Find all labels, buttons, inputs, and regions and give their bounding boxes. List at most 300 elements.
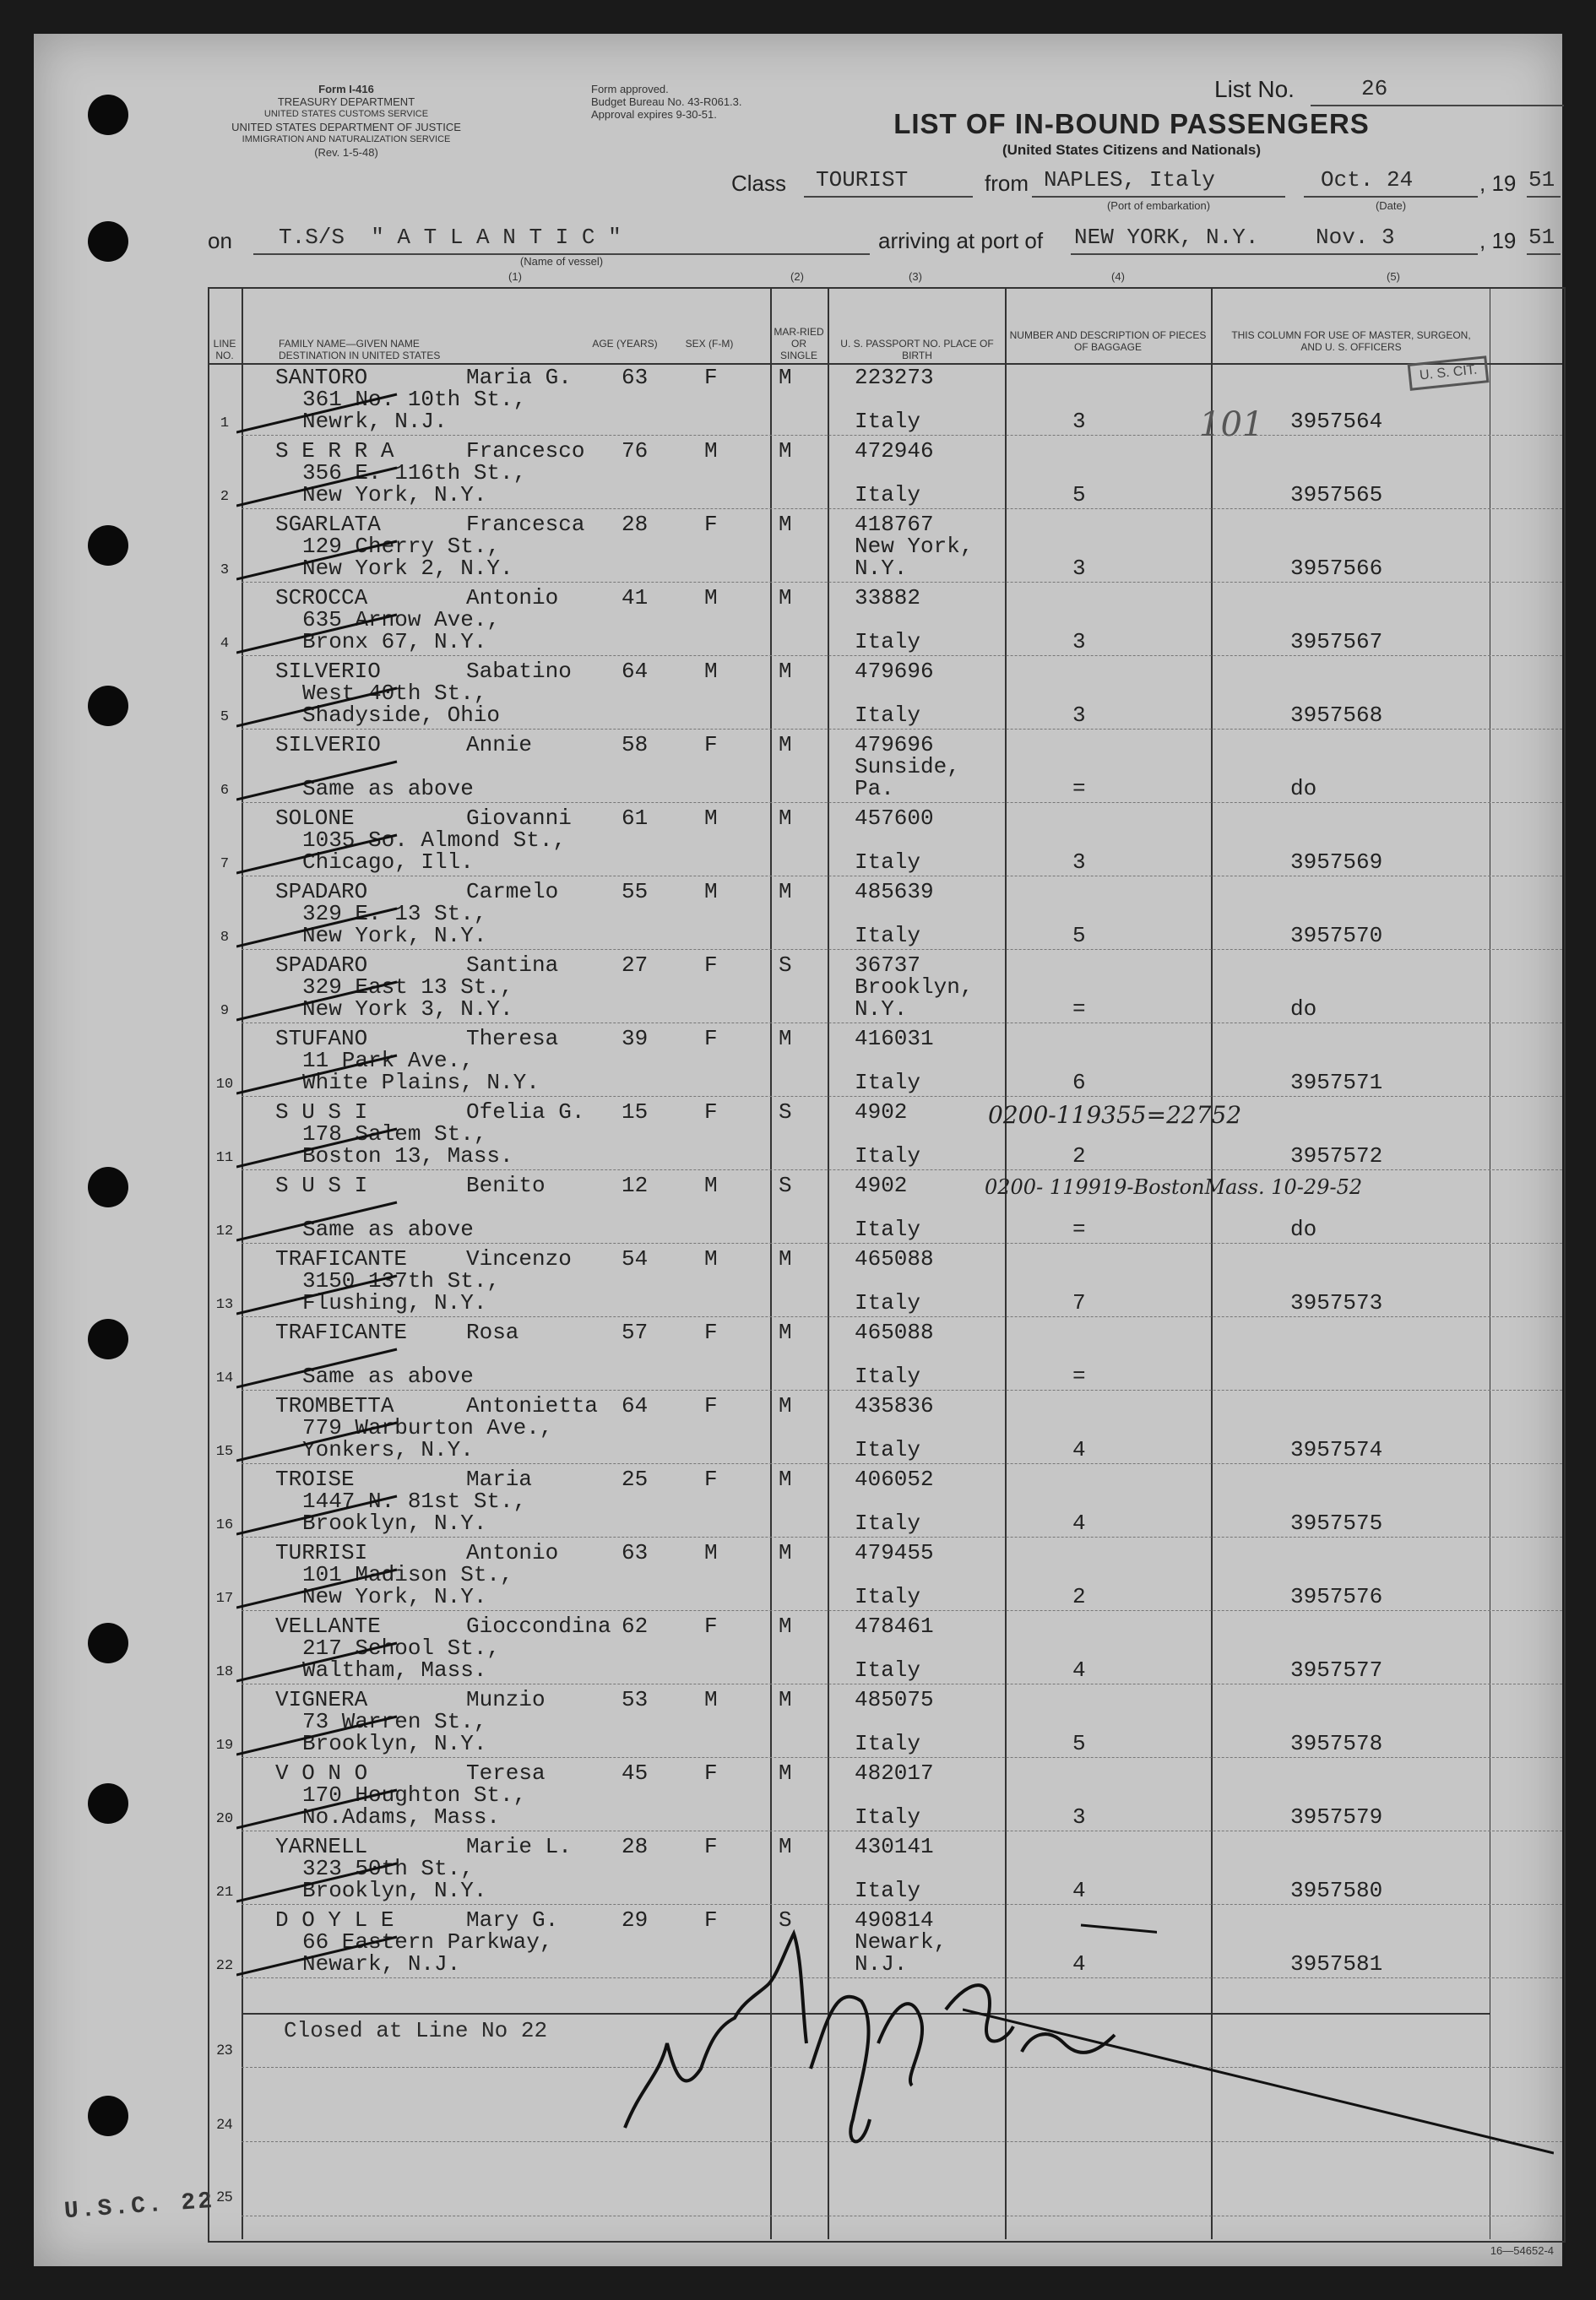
age: 55 xyxy=(622,879,649,904)
official-number: 3957569 xyxy=(1290,849,1383,875)
form-approved: Form approved. xyxy=(591,83,669,95)
baggage-count: 3 xyxy=(1072,556,1086,581)
family-name: YARNELL xyxy=(275,1834,368,1859)
place-of-birth: Italy xyxy=(855,1878,921,1903)
line-number: 4 xyxy=(220,636,230,652)
destination-city: Chicago, Ill. xyxy=(302,849,474,875)
place-of-birth: Italy xyxy=(855,1584,921,1609)
official-number: 3957568 xyxy=(1290,702,1383,728)
baggage-count: 4 xyxy=(1072,1657,1086,1683)
age: 62 xyxy=(622,1614,649,1639)
col-number-3: (3) xyxy=(909,270,922,283)
sex: M xyxy=(704,659,718,684)
page-title: LIST OF IN-BOUND PASSENGERS xyxy=(893,108,1370,139)
official-number: do xyxy=(1290,776,1317,801)
passport-number: 4902 xyxy=(855,1173,908,1198)
official-number: do xyxy=(1290,996,1317,1022)
family-name: SCROCCA xyxy=(275,585,368,610)
passenger-row xyxy=(208,1540,1559,1614)
passenger-row xyxy=(208,952,1559,1026)
line-number: 19 xyxy=(215,1738,234,1754)
passport-number: 416031 xyxy=(855,1026,934,1051)
given-name: Santina xyxy=(466,952,559,978)
check-mark xyxy=(236,1712,405,1763)
destination-street: 101 Madison St., xyxy=(302,1562,513,1587)
destination-city: Waltham, Mass. xyxy=(302,1657,487,1683)
passport-number: 485075 xyxy=(855,1687,934,1712)
marital-status: S xyxy=(779,1907,792,1933)
place-of-birth: Italy xyxy=(855,409,921,434)
age: 61 xyxy=(622,806,649,831)
given-name: Maria xyxy=(466,1467,533,1492)
passport-number: 406052 xyxy=(855,1467,934,1492)
given-name: Teresa xyxy=(466,1760,546,1786)
age: 29 xyxy=(622,1907,649,1933)
passport-number: 223273 xyxy=(855,365,934,390)
handwritten-note-row12: 0200- 119919-BostonMass. 10-29-52 xyxy=(985,1175,1363,1199)
place-of-birth: Italy xyxy=(855,1143,921,1169)
marital-status: M xyxy=(779,1834,792,1859)
given-name: Francesco xyxy=(466,438,585,464)
manifest-sheet xyxy=(34,34,1562,2266)
family-name: SPADARO xyxy=(275,952,368,978)
punch-hole xyxy=(88,95,128,135)
us-citizen-stamp: U. S. CIT. xyxy=(1408,355,1490,391)
row-divider xyxy=(242,1316,1562,1317)
destination-city: Bronx 67, N.Y. xyxy=(302,629,487,654)
marital-status: S xyxy=(779,952,792,978)
row-divider xyxy=(242,435,1562,436)
destination-city: No.Adams, Mass. xyxy=(302,1804,501,1830)
sex: F xyxy=(704,1907,718,1933)
arriving-label: arriving at port of xyxy=(878,228,1044,253)
row-divider xyxy=(242,802,1562,803)
given-name: Vincenzo xyxy=(466,1246,572,1272)
age: 64 xyxy=(622,659,649,684)
passenger-row xyxy=(208,659,1559,732)
family-name: SOLONE xyxy=(275,806,355,831)
destination-street: 779 Warburton Ave., xyxy=(302,1415,553,1440)
col-header-sex: SEX (F-M) xyxy=(685,338,734,350)
embark-caption: (Port of embarkation) xyxy=(1106,199,1211,212)
given-name: Marie L. xyxy=(466,1834,572,1859)
marital-status: S xyxy=(779,1099,792,1125)
check-mark xyxy=(236,831,405,881)
age: 27 xyxy=(622,952,649,978)
punch-hole xyxy=(88,2096,128,2136)
check-mark xyxy=(236,1272,405,1322)
marital-status: M xyxy=(779,438,792,464)
place-of-birth: Italy xyxy=(855,1657,921,1683)
marital-status: M xyxy=(779,1540,792,1565)
line-number: 15 xyxy=(215,1444,234,1460)
col-header-age: AGE (YEARS) xyxy=(592,338,658,350)
page-subtitle: (United States Citizens and Nationals) xyxy=(1002,142,1262,158)
family-name: V O N O xyxy=(275,1760,368,1786)
given-name: Sabatino xyxy=(466,659,572,684)
list-label: List No. xyxy=(1214,76,1295,102)
col-number-1: (1) xyxy=(508,270,522,283)
vessel-value: T.S/S " A T L A N T I C " xyxy=(279,225,622,250)
official-number: 3957577 xyxy=(1290,1657,1383,1683)
year-prefix: , 19 xyxy=(1479,171,1517,196)
place-of-birth: Italy xyxy=(855,1290,921,1315)
col-header-name-text: FAMILY NAME—GIVEN NAME xyxy=(279,338,420,350)
punch-hole xyxy=(88,1319,128,1359)
row-divider xyxy=(242,508,1562,509)
line-number: 17 xyxy=(215,1591,234,1607)
given-name: Theresa xyxy=(466,1026,559,1051)
marital-status: M xyxy=(779,732,792,757)
destination-city: Newark, N.J. xyxy=(302,1951,461,1977)
row-divider xyxy=(242,655,1562,656)
check-mark xyxy=(236,610,405,661)
given-name: Antonio xyxy=(466,1540,559,1565)
marital-status: M xyxy=(779,512,792,537)
from-value: NAPLES, Italy xyxy=(1044,167,1215,193)
line-number: 22 xyxy=(215,1958,234,1974)
sex: M xyxy=(704,438,718,464)
official-number: 3957574 xyxy=(1290,1437,1383,1462)
marital-status: M xyxy=(779,1393,792,1419)
sex: M xyxy=(704,806,718,831)
from-field xyxy=(1032,167,1285,198)
check-mark xyxy=(236,390,405,441)
age: 64 xyxy=(622,1393,649,1419)
row-divider xyxy=(242,1169,1562,1170)
age: 28 xyxy=(622,1834,649,1859)
ins-service: IMMIGRATION AND NATURALIZATION SERVICE xyxy=(242,134,451,144)
given-name: Carmelo xyxy=(466,879,559,904)
row-divider xyxy=(242,1537,1562,1538)
passport-number: 479696 xyxy=(855,659,934,684)
line-number: 11 xyxy=(215,1150,234,1166)
class-value: TOURIST xyxy=(816,167,909,193)
official-number: 3957573 xyxy=(1290,1290,1383,1315)
line-number: 23 xyxy=(216,2042,233,2058)
destination-city: Yonkers, N.Y. xyxy=(302,1437,474,1462)
check-mark xyxy=(236,1051,405,1102)
department-header xyxy=(194,83,498,159)
place-of-birth-line1: Brooklyn, xyxy=(855,974,974,1000)
official-number: 3957567 xyxy=(1290,629,1383,654)
destination-street: 178 Salem St., xyxy=(302,1121,487,1147)
given-name: Ofelia G. xyxy=(466,1099,585,1125)
line-number: 5 xyxy=(220,709,230,725)
place-of-birth: Italy xyxy=(855,482,921,507)
line-number: 25 xyxy=(216,2189,233,2205)
place-of-birth: N.Y. xyxy=(855,556,908,581)
destination-street: 129 Cherry St., xyxy=(302,534,501,559)
marital-status: M xyxy=(779,1246,792,1272)
destination-city: New York, N.Y. xyxy=(302,1584,487,1609)
family-name: TROISE xyxy=(275,1467,355,1492)
budget-bureau: Budget Bureau No. 43-R061.3. xyxy=(591,95,742,108)
closing-slash xyxy=(963,2001,1554,2170)
destination-city: Newrk, N.J. xyxy=(302,409,448,434)
treasury-dept: TREASURY DEPARTMENT xyxy=(277,95,415,108)
destination-street: 66 Eastern Parkway, xyxy=(302,1929,553,1955)
sex: M xyxy=(704,879,718,904)
official-number: 3957579 xyxy=(1290,1804,1383,1830)
passport-number: 472946 xyxy=(855,438,934,464)
justice-dept: UNITED STATES DEPARTMENT OF JUSTICE xyxy=(231,121,461,133)
destination-city: New York, N.Y. xyxy=(302,482,487,507)
customs-service: UNITED STATES CUSTOMS SERVICE xyxy=(263,109,429,119)
destination-street: 323 50th St., xyxy=(302,1856,474,1881)
check-mark xyxy=(236,1492,405,1543)
baggage-count: = xyxy=(1072,1364,1086,1389)
punch-hole xyxy=(88,1783,128,1824)
baggage-count: 5 xyxy=(1072,923,1086,948)
place-of-birth: N.J. xyxy=(855,1951,908,1977)
age: 63 xyxy=(622,1540,649,1565)
line-number: 13 xyxy=(215,1297,234,1313)
passenger-row xyxy=(208,365,1559,438)
year-field-2 xyxy=(1527,223,1561,255)
marital-status: M xyxy=(779,1467,792,1492)
baggage-count: = xyxy=(1072,776,1086,801)
date-field xyxy=(1304,167,1478,198)
line-number: 6 xyxy=(220,783,230,799)
destination-city: Same as above xyxy=(302,1217,474,1242)
passport-number: 435836 xyxy=(855,1393,934,1419)
handwritten-mark: 101 xyxy=(1199,405,1264,444)
destination-street: West 40th St., xyxy=(302,681,487,706)
check-mark xyxy=(236,1859,405,1910)
family-name: SANTORO xyxy=(275,365,368,390)
marital-status: M xyxy=(779,659,792,684)
approval-block xyxy=(591,83,811,121)
line-number: 10 xyxy=(215,1077,234,1093)
age: 76 xyxy=(622,438,649,464)
sex: F xyxy=(704,1320,718,1345)
punch-hole xyxy=(88,525,128,566)
check-mark xyxy=(236,978,405,1028)
year-field xyxy=(1527,167,1561,198)
passenger-row xyxy=(208,1760,1559,1834)
age: 28 xyxy=(622,512,649,537)
baggage-count: 3 xyxy=(1072,629,1086,654)
passport-number: 418767 xyxy=(855,512,934,537)
year-value: 51 xyxy=(1528,167,1555,193)
passport-number: 33882 xyxy=(855,585,921,610)
place-of-birth-line1: New York, xyxy=(855,534,974,559)
baggage-count: 2 xyxy=(1072,1584,1086,1609)
sex: M xyxy=(704,585,718,610)
sex: F xyxy=(704,512,718,537)
destination-street: 73 Warren St., xyxy=(302,1709,487,1734)
row-divider xyxy=(242,1390,1562,1391)
line-number: 8 xyxy=(220,930,230,946)
family-name: TRAFICANTE xyxy=(275,1246,408,1272)
baggage-count: 4 xyxy=(1072,1437,1086,1462)
destination-city: Brooklyn, N.Y. xyxy=(302,1511,487,1536)
form-number: Form I-416 xyxy=(318,83,374,95)
passenger-row xyxy=(208,1099,1559,1173)
passenger-row xyxy=(208,1687,1559,1760)
line-number: 9 xyxy=(220,1003,230,1019)
destination-street: 170 Houghton St., xyxy=(302,1782,527,1808)
baggage-count: 4 xyxy=(1072,1878,1086,1903)
col-header-line: LINE NO. xyxy=(213,338,236,361)
check-mark xyxy=(236,464,405,514)
place-of-birth: N.Y. xyxy=(855,996,908,1022)
passenger-row xyxy=(208,732,1559,806)
marital-status: M xyxy=(779,806,792,831)
port-value: NEW YORK, N.Y. xyxy=(1074,225,1259,250)
passport-number: 478461 xyxy=(855,1614,934,1639)
check-mark xyxy=(236,1125,405,1175)
passenger-row xyxy=(208,1320,1559,1393)
given-name: Annie xyxy=(466,732,533,757)
sex: F xyxy=(704,732,718,757)
footer-right-code: 16—54652-4 xyxy=(1490,2244,1554,2257)
line-number: 24 xyxy=(216,2116,233,2132)
place-of-birth: Italy xyxy=(855,1731,921,1756)
row-divider xyxy=(242,1463,1562,1464)
destination-city: Shadyside, Ohio xyxy=(302,702,501,728)
family-name: STUFANO xyxy=(275,1026,368,1051)
destination-street: 356 E. 116th St., xyxy=(302,460,527,485)
official-number: 3957572 xyxy=(1290,1143,1383,1169)
punch-hole xyxy=(88,1623,128,1663)
official-number: 3957581 xyxy=(1290,1951,1383,1977)
place-of-birth-line1: Sunside, xyxy=(855,754,960,779)
handwritten-note-row11: 0200-119355=22752 xyxy=(988,1101,1242,1129)
given-name: Benito xyxy=(466,1173,546,1198)
age: 53 xyxy=(622,1687,649,1712)
marital-status: M xyxy=(779,1687,792,1712)
year-prefix-2: , 19 xyxy=(1479,228,1517,253)
passport-number: 36737 xyxy=(855,952,921,978)
family-name: TRAFICANTE xyxy=(275,1320,408,1345)
given-name: Antonio xyxy=(466,585,559,610)
destination-street: 3150 137th St., xyxy=(302,1268,501,1294)
official-number: 3957580 xyxy=(1290,1878,1383,1903)
family-name: S U S I xyxy=(275,1099,368,1125)
line-number: 7 xyxy=(220,856,230,872)
destination-city: Brooklyn, N.Y. xyxy=(302,1731,487,1756)
check-mark xyxy=(236,1419,405,1469)
date-caption: (Date) xyxy=(1375,199,1407,212)
destination-city: New York, N.Y. xyxy=(302,923,487,948)
age: 58 xyxy=(622,732,649,757)
marital-status: M xyxy=(779,1614,792,1639)
destination-city: Same as above xyxy=(302,1364,474,1389)
line-number: 21 xyxy=(215,1885,234,1901)
col-header-dest-text: DESTINATION IN UNITED STATES xyxy=(279,350,441,361)
check-mark xyxy=(236,684,405,735)
family-name: SPADARO xyxy=(275,879,368,904)
baggage-count: 4 xyxy=(1072,1511,1086,1536)
sex: M xyxy=(704,1540,718,1565)
age: 12 xyxy=(622,1173,649,1198)
given-name: Munzio xyxy=(466,1687,546,1712)
row-divider xyxy=(242,1610,1562,1611)
passport-number: 479696 xyxy=(855,732,934,757)
destination-city: Flushing, N.Y. xyxy=(302,1290,487,1315)
destination-street: 217 School St., xyxy=(302,1635,501,1661)
baggage-count: = xyxy=(1072,996,1086,1022)
row-divider xyxy=(242,582,1562,583)
official-number: 3957564 xyxy=(1290,409,1383,434)
sex: F xyxy=(704,365,718,390)
row-divider xyxy=(242,1096,1562,1097)
sex: F xyxy=(704,952,718,978)
place-of-birth: Italy xyxy=(855,1437,921,1462)
passenger-row xyxy=(208,879,1559,952)
family-name: SGARLATA xyxy=(275,512,381,537)
passport-number: 490814 xyxy=(855,1907,934,1933)
vessel-field xyxy=(253,223,870,255)
col-number-2: (2) xyxy=(790,270,804,283)
list-number: 26 xyxy=(1361,76,1388,101)
approval-expires: Approval expires 9-30-51. xyxy=(591,108,717,121)
footer-left-code: U.S.C. 22 xyxy=(63,2188,216,2226)
marital-status: M xyxy=(779,1760,792,1786)
baggage-count: 3 xyxy=(1072,849,1086,875)
passport-number: 482017 xyxy=(855,1760,934,1786)
place-of-birth: Italy xyxy=(855,1804,921,1830)
passenger-row xyxy=(208,585,1559,659)
baggage-count: 5 xyxy=(1072,482,1086,507)
baggage-count: 3 xyxy=(1072,1804,1086,1830)
col-header-official: THIS COLUMN FOR USE OF MASTER, SURGEON, AND U. S. OFFICERS xyxy=(1231,329,1471,353)
passenger-row xyxy=(208,1026,1559,1099)
destination-street: 1447 N. 81st St., xyxy=(302,1489,527,1514)
col-header-passport: U. S. PASSPORT NO. PLACE OF BIRTH xyxy=(840,338,994,361)
place-of-birth: Pa. xyxy=(855,776,894,801)
official-number: 3957578 xyxy=(1290,1731,1383,1756)
passport-number: 479455 xyxy=(855,1540,934,1565)
line-number: 18 xyxy=(215,1664,234,1680)
check-mark xyxy=(236,904,405,955)
line-number: 1 xyxy=(220,415,230,431)
place-of-birth: Italy xyxy=(855,849,921,875)
age: 15 xyxy=(622,1099,649,1125)
row-divider xyxy=(242,949,1562,950)
sex: F xyxy=(704,1026,718,1051)
line-number: 3 xyxy=(220,562,230,578)
baggage-count: 2 xyxy=(1072,1143,1086,1169)
closed-at-line: Closed at Line No 22 xyxy=(284,2018,548,2043)
punch-hole xyxy=(88,221,128,262)
marital-status: M xyxy=(779,879,792,904)
family-name: SILVERIO xyxy=(275,732,381,757)
row-divider xyxy=(242,1757,1562,1758)
family-name: S E R R A xyxy=(275,438,394,464)
line-number: 12 xyxy=(215,1223,234,1240)
arrival-date: Nov. 3 xyxy=(1316,225,1395,250)
given-name: Gioccondina xyxy=(466,1614,611,1639)
place-of-birth: Italy xyxy=(855,629,921,654)
check-mark xyxy=(236,537,405,588)
baggage-count: 5 xyxy=(1072,1731,1086,1756)
age: 25 xyxy=(622,1467,649,1492)
line-number: 2 xyxy=(220,489,230,505)
list-number-line xyxy=(1311,76,1564,106)
given-name: Maria G. xyxy=(466,365,572,390)
marital-status: M xyxy=(779,1026,792,1051)
sex: M xyxy=(704,1173,718,1198)
place-of-birth: Italy xyxy=(855,1217,921,1242)
sex: M xyxy=(704,1687,718,1712)
check-mark xyxy=(236,1786,405,1836)
from-label: from xyxy=(985,171,1029,196)
family-name: TURRISI xyxy=(275,1540,368,1565)
check-mark xyxy=(236,1345,405,1396)
